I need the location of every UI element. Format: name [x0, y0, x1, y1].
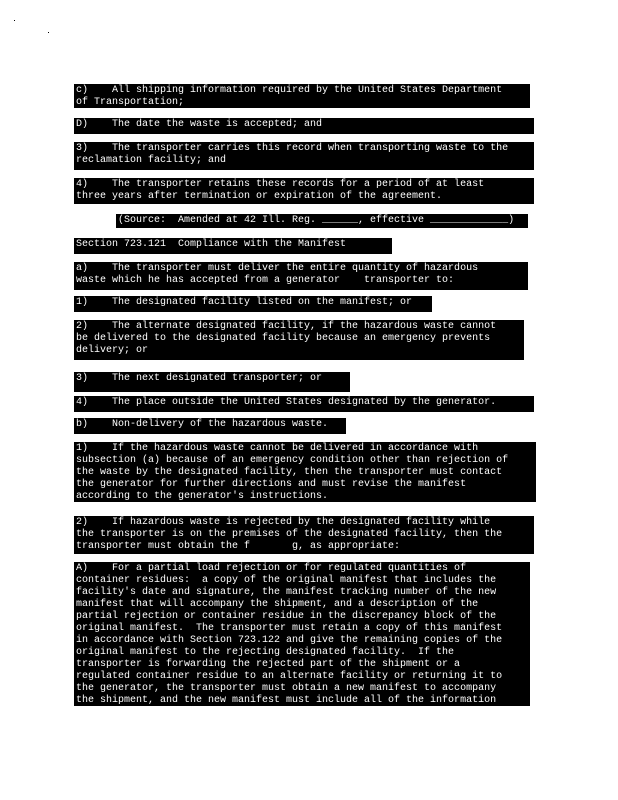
paragraph-c-shipping-info: c) All shipping information required by the United States Department of Transportation;: [74, 84, 530, 108]
paragraph-a1-designated-facility: 1) The designated facility listed on the manifest; or: [74, 296, 432, 312]
paragraph-a3-next-transporter: 3) The next designated transporter; or: [74, 372, 350, 392]
source-note: (Source: Amended at 42 Ill. Reg. ______, effective _____________): [116, 214, 528, 228]
scan-speck: [14, 20, 15, 21]
paragraph-a-deliver: a) The transporter must deliver the entire quantity of hazardous waste which he has accepted from a generator transporter to:: [74, 262, 528, 290]
scan-speck: [48, 32, 49, 33]
paragraph-a2-alternate-facility: 2) The alternate designated facility, if the hazardous waste cannot be delivered to the designated facility because an emergency prevents delivery; or: [74, 320, 524, 360]
paragraph-d-date-accepted: D) The date the waste is accepted; and: [74, 118, 534, 134]
paragraph-3-carries-record: 3) The transporter carries this record when transporting waste to the reclamation facility; and: [74, 142, 534, 170]
paragraph-4-retains-records: 4) The transporter retains these records for a period of at least three years after termination or expiration of the agreement.: [74, 178, 534, 204]
section-heading: Section 723.121 Compliance with the Manifest: [74, 238, 392, 254]
paragraph-bA-partial-load: A) For a partial load rejection or for regulated quantities of container residues: a copy of the original manifest that includes the facility's date and signature, the manifest tracking number of the new manifest that will accompany the shipment, and a description of the partial rejection or container residue in the discrepancy block of the original manifest. The transporter must retain a copy of this manifest in accordance with Section 723.122 and give the remaining copies of the original manifest to the rejecting designated facility. If the transporter is forwarding the rejected part of the shipment or a regulated container residue to an alternate facility or returning it to the generator, the transporter must obtain a new manifest to accompany the shipment, and the new manifest must include all of the information: [74, 562, 530, 706]
paragraph-b-non-delivery: b) Non-delivery of the hazardous waste.: [74, 418, 346, 434]
paragraph-b2-rejected: 2) If hazardous waste is rejected by the designated facility while the transporter is on the premises of the designated facility, then the transporter must obtain the f g, as appropriate:: [74, 516, 534, 554]
paragraph-a4-outside-us: 4) The place outside the United States designated by the generator.: [74, 396, 534, 412]
paragraph-b1-emergency: 1) If the hazardous waste cannot be delivered in accordance with subsection (a) because of an emergency condition other than rejection of the waste by the designated facility, then the transporter must contact the generator for further directions and must revise the manifest according to the generator's instructions.: [74, 442, 536, 502]
